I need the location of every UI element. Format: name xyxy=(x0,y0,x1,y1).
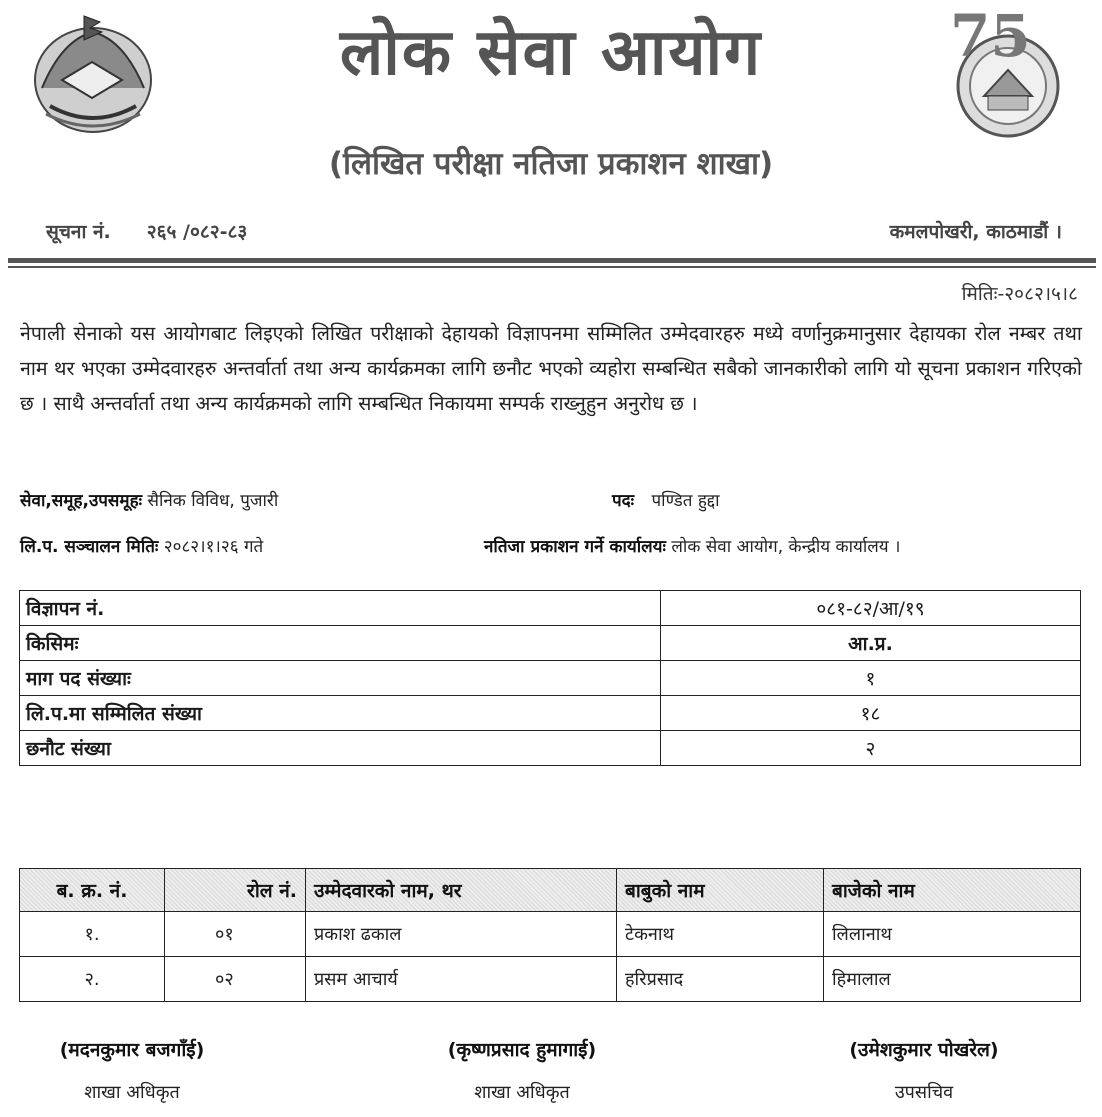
signatory-3 xyxy=(764,1036,1084,1104)
signatory-1 xyxy=(0,1036,292,1104)
info-value: ०८१-८२/आ/१९ xyxy=(661,591,1081,626)
cell-serial: २. xyxy=(20,957,165,1002)
info-value: आ.प्र. xyxy=(661,626,1081,661)
col-header-grandfather: बाजेको नाम xyxy=(824,869,1081,912)
notice-number xyxy=(46,218,283,244)
table-row xyxy=(20,912,1081,957)
cell-roll: ०२ xyxy=(165,957,306,1002)
notice-value: २६५ /०८२-८३ xyxy=(146,221,248,243)
col-header-father: बाबुको नाम xyxy=(617,869,824,912)
notice-paragraph: नेपाली सेनाको यस आयोगबाट लिइएको लिखित परीक्षाको देहायको विज्ञापनमा सम्मिलित उम्मेदवारहरु मध्ये वर्णानुक्रमानुसार देहायका रोल नम्बर तथा नाम थर भएका उम्मेदवारहरु अन्तर्वार्ता तथा अन्य कार्यक्रमका लागि छनौट भएको व्यहोरा सम्बन्धित सबैको जानकारीको लागि यो सूचना प्रकाशन गरिएको छ । साथै अन्तर्वार्ता तथा अन्य कार्यक्रमको लागि सम्बन्धित निकायमा सम्पर्क राख्नुहुन अनुरोध छ । xyxy=(20,322,1082,415)
col-header-serial: ब. क्र. नं. xyxy=(20,869,165,912)
signatory-designation: शाखा अधिकृत xyxy=(84,1082,180,1103)
cell-candidate: प्रसम आचार्य xyxy=(306,957,617,1002)
signatory-designation: शाखा अधिकृत xyxy=(474,1082,570,1103)
exam-date-value: २०८२।१।२६ गते xyxy=(163,537,264,557)
cell-roll: ०१ xyxy=(165,912,306,957)
signatory-name: (मदनकुमार बजगाँई) xyxy=(59,1039,205,1061)
post xyxy=(612,488,720,511)
service-group xyxy=(20,488,278,511)
notice-label: सूचना नं. xyxy=(46,221,111,243)
table-row xyxy=(20,696,1081,731)
page-title: लोक सेवा आयोग xyxy=(339,16,763,90)
info-value: १ xyxy=(661,661,1081,696)
cell-father: टेकनाथ xyxy=(617,912,824,957)
header-divider-thin xyxy=(8,266,1096,268)
signatory-2 xyxy=(362,1036,682,1104)
col-header-candidate: उम्मेदवारको नाम, थर xyxy=(306,869,617,912)
service-label: सेवा,समूह,उपसमूहः xyxy=(20,491,143,511)
info-label: छनौट संख्या xyxy=(20,731,661,766)
info-value: १८ xyxy=(661,696,1081,731)
table-row xyxy=(20,731,1081,766)
exam-date-label: लि.प. सञ्चालन मितिः xyxy=(20,537,159,557)
location: कमलपोखरी, काठमाडौं । xyxy=(889,221,1062,243)
service-value: सैनिक विविध, पुजारी xyxy=(147,491,279,511)
col-header-roll: रोल नं. xyxy=(165,869,306,912)
signatory-name: (कृष्णप्रसाद हुमागाई) xyxy=(447,1039,597,1061)
info-label: किसिमः xyxy=(20,626,661,661)
cell-candidate: प्रकाश ढकाल xyxy=(306,912,617,957)
table-row xyxy=(20,591,1081,626)
signatory-name: (उमेशकुमार पोखरेल) xyxy=(849,1039,999,1061)
signatory-designation: उपसचिव xyxy=(894,1082,954,1103)
cell-grandfather: लिलानाथ xyxy=(824,912,1081,957)
table-row xyxy=(20,661,1081,696)
header-divider xyxy=(8,258,1096,263)
table-row xyxy=(20,957,1081,1002)
table-row xyxy=(20,626,1081,661)
notice-date: मितिः-२०८२।५।८ xyxy=(961,283,1078,305)
table-header-row xyxy=(20,869,1081,912)
post-label: पदः xyxy=(612,491,635,511)
cell-father: हरिप्रसाद xyxy=(617,957,824,1002)
results-table xyxy=(19,868,1081,1002)
office-label: नतिजा प्रकाशन गर्ने कार्यालयः xyxy=(484,537,666,557)
anniversary-number: 75 xyxy=(950,2,1031,70)
info-label: लि.प.मा सम्मिलित संख्या xyxy=(20,696,661,731)
info-label: माग पद संख्याः xyxy=(20,661,661,696)
advertisement-info-table xyxy=(19,590,1081,766)
cell-serial: १. xyxy=(20,912,165,957)
info-value: २ xyxy=(661,731,1081,766)
cell-grandfather: हिमालाल xyxy=(824,957,1081,1002)
post-value: पण्डित हुद्दा xyxy=(651,491,720,511)
result-office xyxy=(484,534,901,557)
exam-date xyxy=(20,534,263,557)
office-value: लोक सेवा आयोग, केन्द्रीय कार्यालय । xyxy=(671,537,901,557)
page-subtitle: (लिखित परीक्षा नतिजा प्रकाशन शाखा) xyxy=(328,146,774,182)
info-label: विज्ञापन नं. xyxy=(20,591,661,626)
